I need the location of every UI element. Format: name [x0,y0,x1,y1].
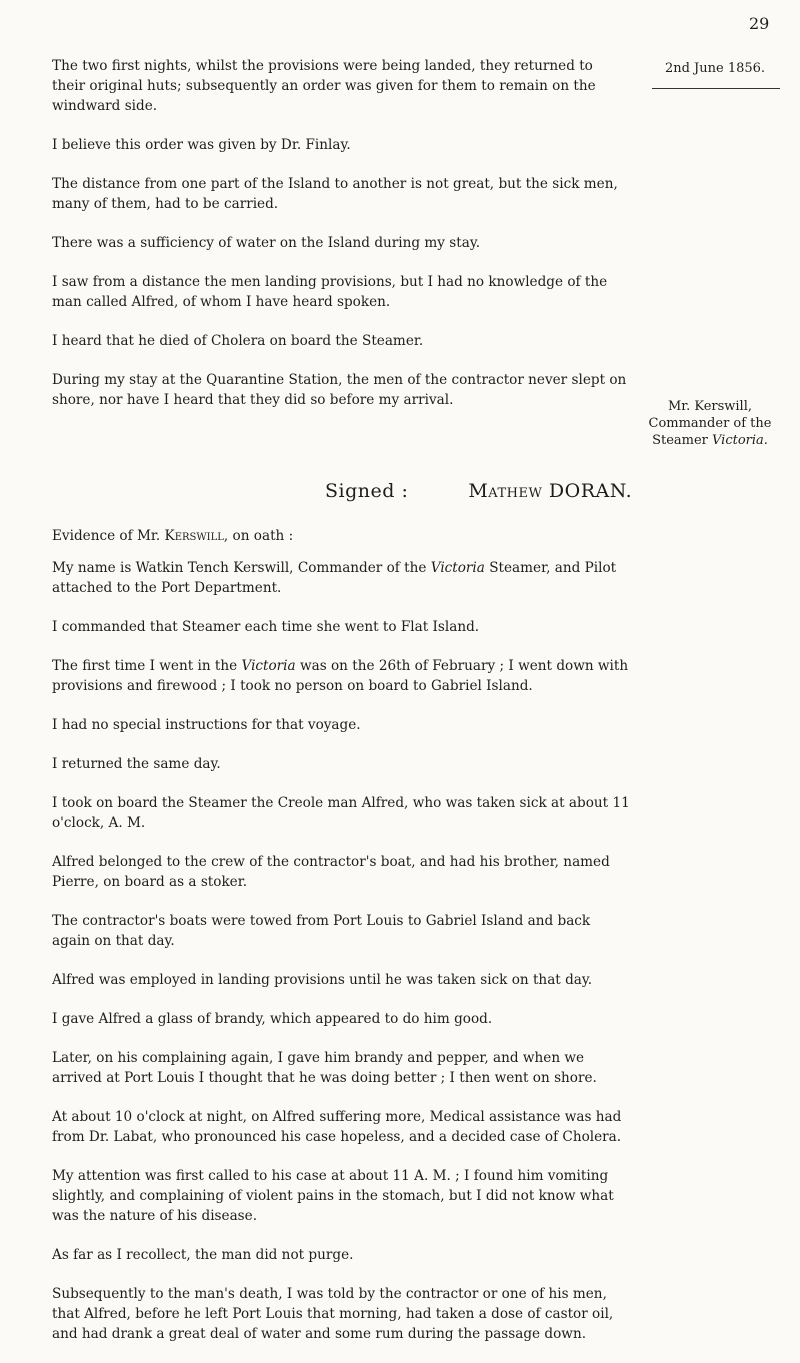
paragraph: The distance from one part of the Island to another is not great, but the sick men, many of them, had to be carried. [52,176,618,212]
paragraph: I saw from a distance the men landing provisions, but I had no knowledge of the man called Alfred, of whom I have heard spoken. [52,274,608,310]
paragraph: As far as I recollect, the man did not purge. [52,1247,354,1263]
paragraph: Alfred was employed in landing provisions until he was taken sick on that day. [52,972,593,988]
evidence-prefix: Evidence of Mr. [52,528,165,544]
paragraph: There was a sufficiency of water on the Island during my stay. [52,235,481,251]
paragraph: I had no special instructions for that voyage. [52,717,361,733]
signed-label: Signed : [325,480,409,502]
margin-note-kerswill [635,398,785,449]
signature-line [325,480,632,502]
paragraph: I returned the same day. [52,756,221,772]
signer-first-name: Mathew [468,480,543,502]
paragraph: The two first nights, whilst the provisions were being landed, they returned to their original huts; subsequently an order was given for them to remain on the windward side. [52,58,596,114]
paragraph: My attention was first called to his case at about 11 A. M. ; I found him vomiting slightly, and complaining of violent pains in the stomach, but I did not know what was the nature of his disease. [52,1168,614,1224]
margin-line: Commander of the [648,416,772,431]
margin-note-date: 2nd June 1856. [664,61,766,76]
paragraph: Subsequently to the man's death, I was told by the contractor or one of his men, that Alfred, before he left Port Louis that morning, had taken a dose of castor oil, and had drank a great deal of water and some rum during the passage down. [52,1286,614,1342]
evidence-suffix: , on oath : [223,528,294,544]
deposition-doran [52,56,630,429]
evidence-name: Kerswill [164,528,224,544]
paragraph: The contractor's boats were towed from Port Louis to Gabriel Island and back again on that day. [52,913,591,949]
paragraph: I believe this order was given by Dr. Finlay. [52,137,351,153]
paragraph: During my stay at the Quarantine Station, the men of the contractor never slept on shore, nor have I heard that they did so before my arrival. [52,372,627,408]
margin-line: Mr. Kerswill, [667,399,753,414]
margin-line: Steamer Victoria. [652,433,768,448]
paragraph: I heard that he died of Cholera on board the Steamer. [52,333,424,349]
signer-last-name: DORAN. [548,480,633,502]
deposition-kerswill [52,558,630,1363]
paragraph: Alfred belonged to the crew of the contractor's boat, and had his brother, named Pierre, on board as a stoker. [52,854,610,890]
evidence-heading [52,526,630,546]
paragraph: I commanded that Steamer each time she went to Flat Island. [52,619,480,635]
paragraph: The first time I went in the Victoria was on the 26th of February ; I went down with provisions and firewood ; I took no person on board to Gabriel Island. [52,658,629,694]
paragraph: I gave Alfred a glass of brandy, which appeared to do him good. [52,1011,493,1027]
paragraph: Later, on his complaining again, I gave him brandy and pepper, and when we arrived at Port Louis I thought that he was doing better ; I then went on shore. [52,1050,597,1086]
paragraph: My name is Watkin Tench Kerswill, Commander of the Victoria Steamer, and Pilot attached to the Port Department. [52,560,617,596]
margin-rule [652,88,780,89]
page-number: 29 [749,14,770,33]
paragraph: At about 10 o'clock at night, on Alfred suffering more, Medical assistance was had from Dr. Labat, who pronounced his case hopeless, and a decided case of Cholera. [52,1109,622,1145]
paragraph: I took on board the Steamer the Creole man Alfred, who was taken sick at about 11 o'clock, A. M. [52,795,630,831]
